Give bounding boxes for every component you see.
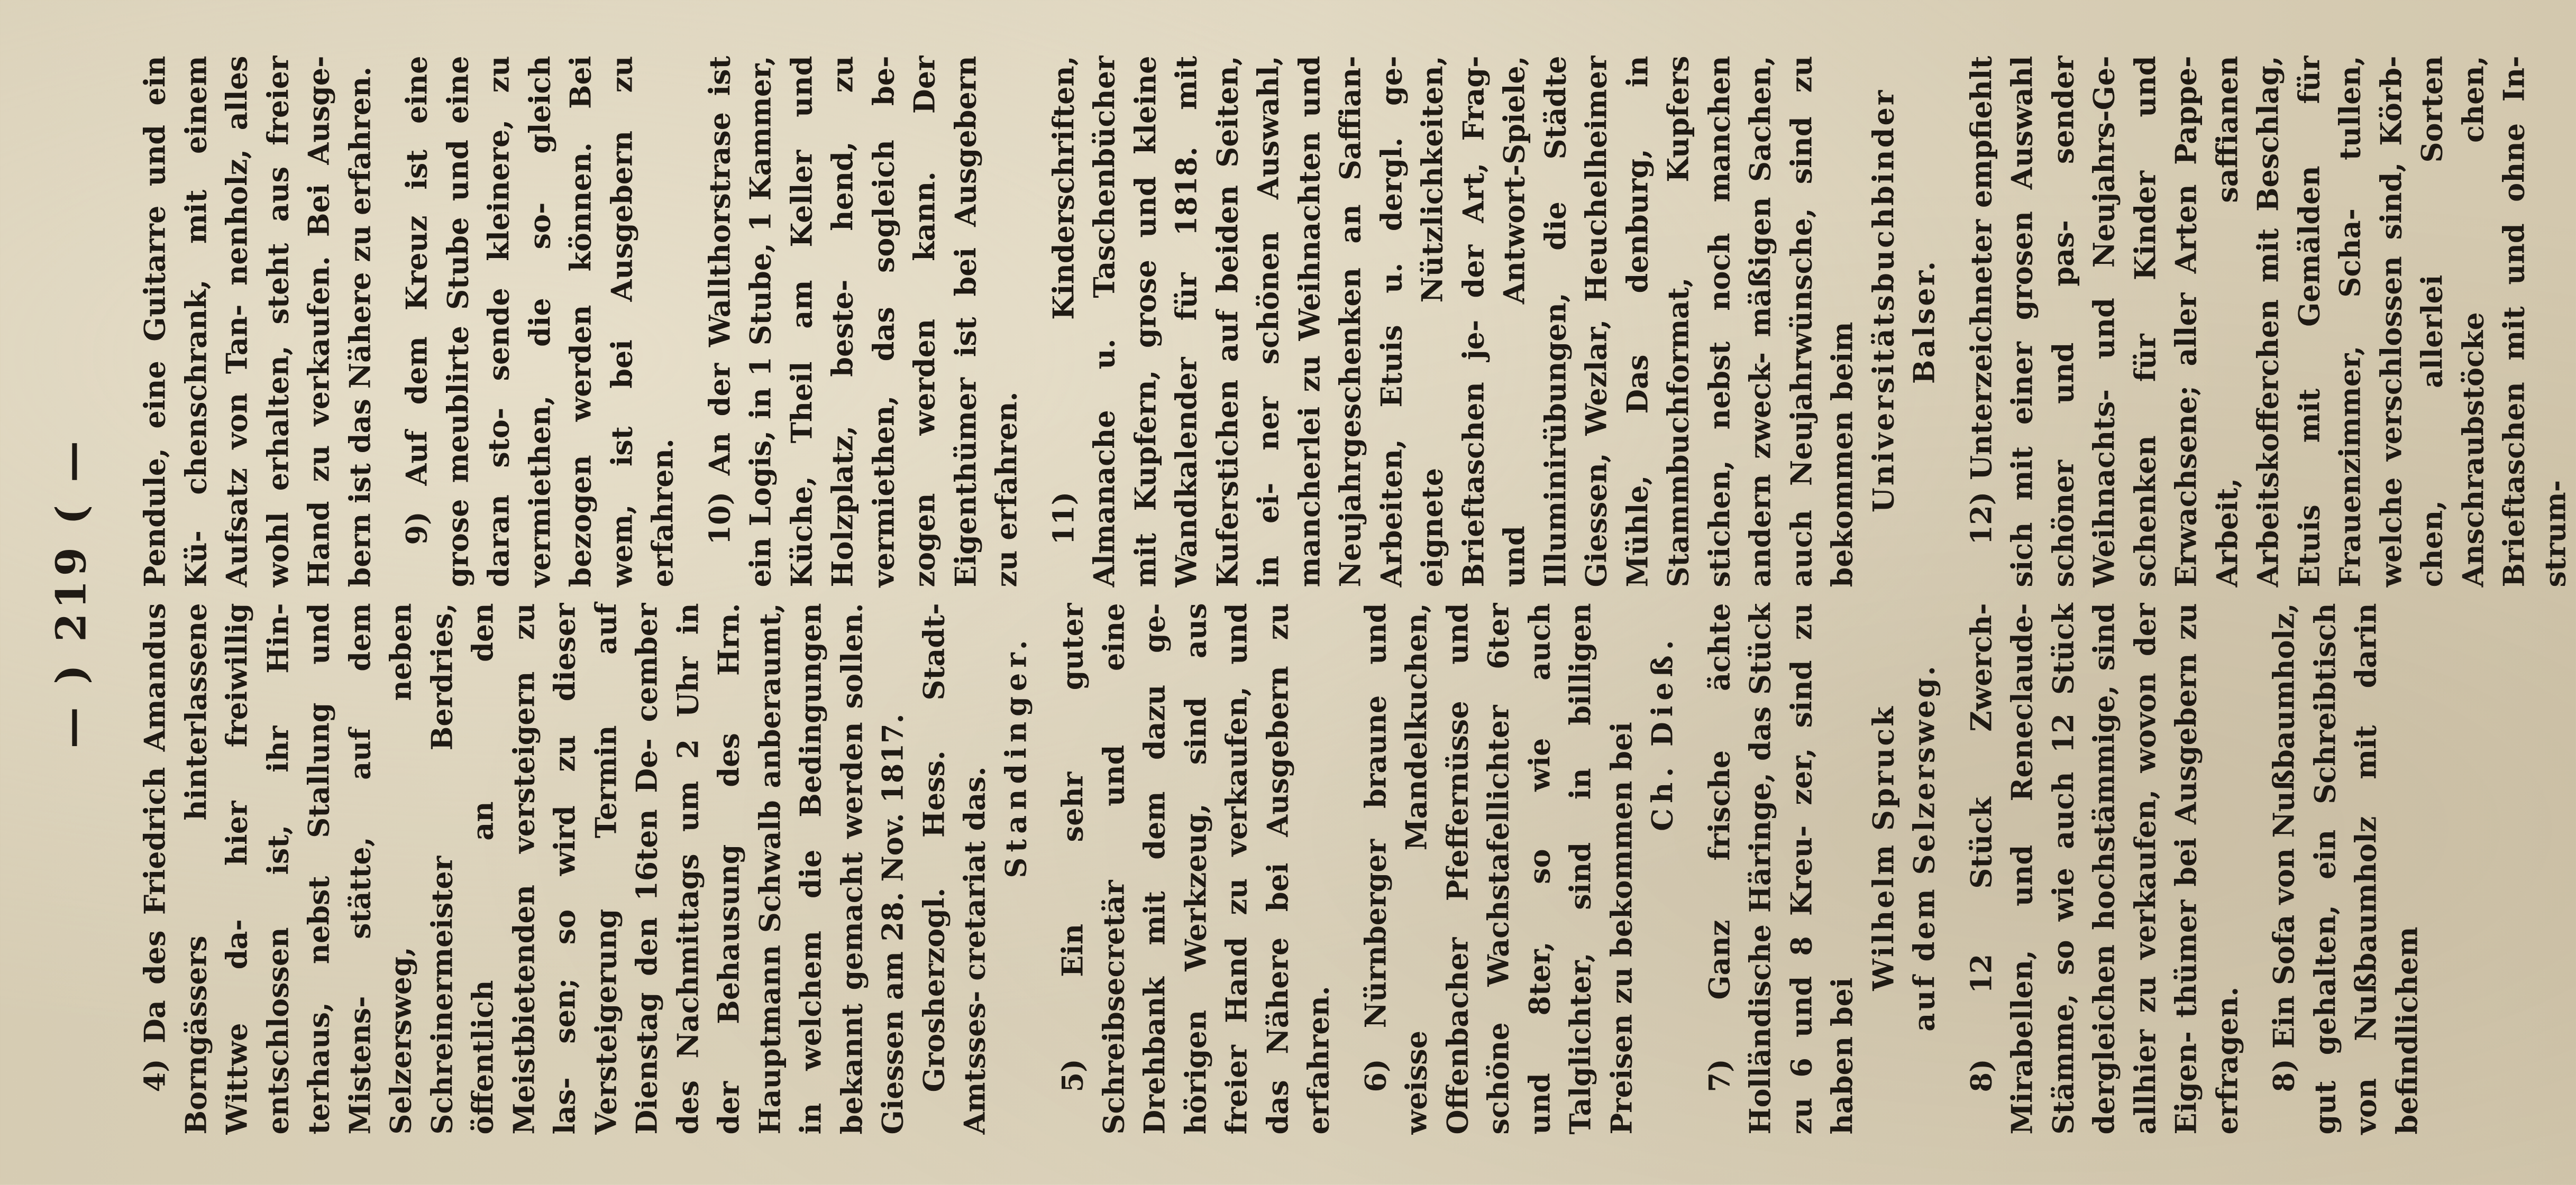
- right-column: [135, 56, 2572, 587]
- notice-11: [1043, 56, 1945, 587]
- notice-10-text: 10) An der Wallthorstrase ist ein Logis, in 1 Stube, 1 Kammer, Küche, Theil am Keller und Holzplatz, beste- hend, zu vermiethen, das sogleich be- zogen werden kann. Der Eigenthümer ist bei Ausgebern zu erfahren.: [702, 56, 1024, 587]
- notice-8b-text: 8) Ein Sofa von Nußbaumholz, gut gehalten, ein Schreibtisch von Nußbaumholz mit darin befindlichem: [2267, 603, 2424, 1135]
- notice-12-text: 12) Unterzeichneter empfiehlt sich mit einer grosen Auswahl schöner und pas- sender Weihnachts- und Neujahrs-Ge- schenken für Kinder und Erwachsene; aller Arten Pappe-Arbeit, saffianen Arbeitskofferchen mit Beschlag, Etuis mit Gemälden für Frauenzimmer, Scha- tullen, welche verschlossen sind, Körb- chen, allerlei Sorten Anschraubstöcke chen, Brieftaschen mit und ohne In- strum-: [1964, 56, 2572, 587]
- notice-6-text: 6) Nürnberger braune und weisse Mandelkuchen, Offenbacher Pfeffernüsse und schöne Wachstafellichter 6ter und 8ter, so wie auch Talglichter, sind in billigen Preisen zu bekommen bei: [1358, 603, 1638, 1135]
- notice-6: [1355, 603, 1683, 1135]
- notice-9-text: 9) Auf dem Kreuz ist eine grose meublirte Stube und eine daran sto- sende kleinere, zu vermiethen, die so- gleich bezogen werden können. Bei wem, ist bei Ausgebern zu erfahren.: [399, 56, 680, 587]
- notice-7-signature-name: Wilhelm Spruck: [1866, 704, 1900, 991]
- notice-7-text: 7) Ganz frische ächte Holländische Häringe, das Stück zu 6 und 8 Kreu- zer, sind zu haben bei: [1702, 603, 1859, 1135]
- notice-8b-continued-text: Pendule, eine Guitarre und ein Kü- chenschrank, mit einem Aufsatz von Tan- nenholz, alles wohl erhalten, steht aus freier Hand zu verkaufen. Bei Ausge- bern ist das Nähere zu erfahren.: [138, 56, 377, 587]
- notice-5: [1053, 603, 1340, 1135]
- notice-7: [1699, 603, 1945, 1135]
- notice-6-signature: Ch. Dieß.: [1645, 635, 1679, 831]
- newspaper-page: [0, 1, 2572, 1185]
- notice-10: [699, 56, 1027, 587]
- notice-4-text: 4) Da des Friedrich Amandus Borngässers hinterlassene Wittwe da- hier freiwillig entschlossen ist, ihr Hin- terhaus, nebst Stallung und Mistens- stätte, auf dem Selzersweg, neben Schreinermeister Berdries, öffentlich an den Meistbietenden versteigern zu las- sen; so wird zu dieser Versteigerung Termin auf Dienstag den 16ten De- cember des Nachmittags um 2 Uhr in der Behausung des Hrn. Hauptmann Schwalb anberaumt, in welchem die Bedingungen bekannt gemacht werden sollen. Giessen am 28. Nov. 1817.: [138, 603, 910, 1135]
- notice-7-signature-place: auf dem Selzersweg.: [1907, 664, 1941, 1032]
- notice-12: [1961, 56, 2576, 587]
- notice-11-signature: Universitätsbuchbinder Balser.: [1866, 88, 1941, 513]
- notice-11-text: 11) Kinderschriften, Almanache u. Taschenbücher mit Kupfern, grose und kleine Wandkalender für 1818. mit Kuferstichen auf beiden Seiten, in ei- ner schönen Auswahl, mancherlei zu Weihnachten und Neujahrgeschenken an Saffian- Arbeiten, Etuis u. dergl. ge- eignete Nützlichkeiten, Brieftaschen je- der Art, Frag- und Antwort-Spiele, Illuminirübungen, die Städte Giessen, Wezlar, Heuchelheimer Mühle, Das denburg, in Stammbuchformat, Kupfers stichen, nebst noch manchen andern zweck- mäßigen Sachen, auch Neujahrwünsche, sind zu bekommen beim: [1046, 56, 1859, 587]
- notice-8: [1961, 603, 2248, 1135]
- notice-5-text: 5) Ein sehr guter Schreibsecretär und eine Drehbank mit dem dazu ge- hörigen Werkzeug, sind aus freier Hand zu verkaufen, und das Nähere bei Ausgebern zu erfahren.: [1055, 603, 1336, 1135]
- notice-4-signature: Standinger.: [999, 635, 1033, 878]
- left-column: [135, 603, 2424, 1135]
- notice-9: [397, 56, 684, 587]
- notice-8b-continued: [135, 56, 381, 587]
- notice-8b: [2264, 603, 2428, 1135]
- page-number: — ) 219 ( —: [47, 436, 96, 749]
- notice-4: [135, 603, 1037, 1135]
- notice-4-office: Grosherzogl. Hess. Stadt-Amtsses- cretariat das.: [917, 603, 992, 1135]
- notice-8-text: 8) 12 Stück Zwerch- Mirabellen, und Reneclaude- Stämme, so wie auch 12 Stück dergleichen hochstämmige, sind allhier zu verkaufen, wovon der Eigen- thümer bei Ausgebern zu erfragen.: [1964, 603, 2244, 1135]
